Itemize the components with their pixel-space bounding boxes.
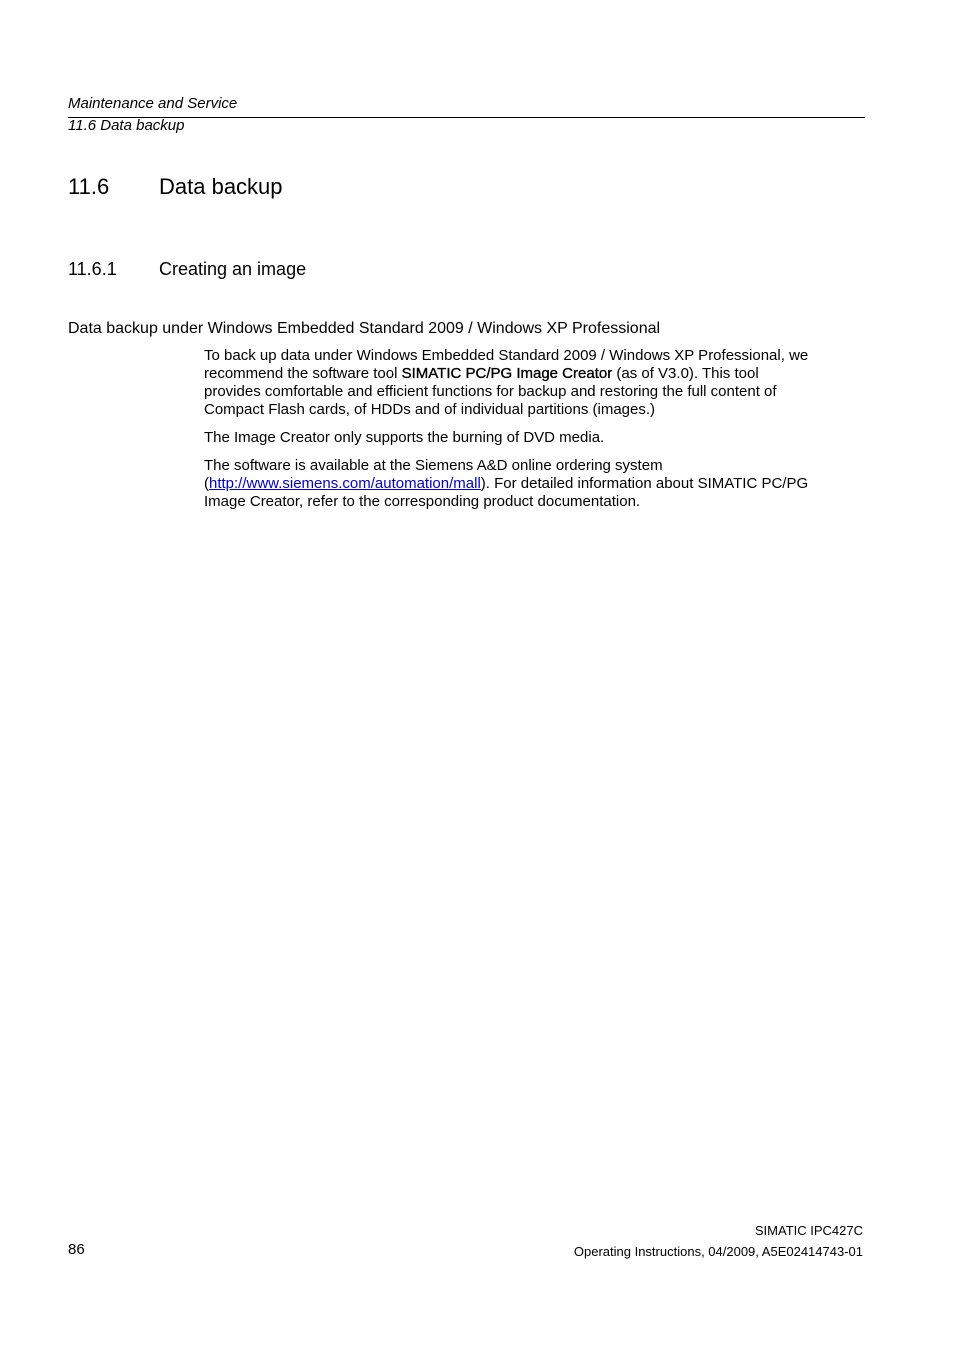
paragraph-line: provides comfortable and efficient functions for backup and restoring the full content of [204, 383, 777, 400]
section-number: 11.6 [68, 174, 110, 199]
paragraph-line [204, 365, 864, 383]
section-title: Data backup [159, 174, 283, 199]
paragraph-dvd-note [204, 429, 864, 447]
text-run: ). For detailed information about SIMATIC PC/PG [480, 475, 809, 492]
subsection-title: Creating an image [159, 259, 307, 279]
paragraph-line: Compact Flash cards, of HDDs and of individual partitions (images.) [204, 401, 656, 418]
software-tool-name: SIMATIC PC/PG Image Creator [401, 365, 613, 382]
paragraph-recommendation [204, 347, 864, 419]
running-header-chapter: Maintenance and Service [68, 95, 238, 112]
footer-product: SIMATIC IPC427C [754, 1223, 863, 1238]
text-run: ( [204, 475, 209, 492]
subheading: Data backup under Windows Embedded Standard 2009 / Windows XP Professional [68, 320, 661, 337]
subsection-number: 11.6.1 [68, 259, 117, 279]
siemens-mall-link[interactable]: http://www.siemens.com/automation/mall [209, 475, 481, 492]
paragraph-line: To back up data under Windows Embedded Standard 2009 / Windows XP Professional, we [204, 347, 809, 364]
running-header-section: 11.6 Data backup [68, 117, 185, 134]
paragraph-availability [204, 457, 864, 511]
paragraph-line: Image Creator, refer to the corresponding product documentation. [204, 493, 641, 510]
paragraph-line [204, 475, 864, 493]
text-run: (as of V3.0). This tool [612, 365, 759, 382]
text-run: recommend the software tool [204, 365, 402, 382]
paragraph-line: The software is available at the Siemens A&D online ordering system [204, 457, 663, 474]
paragraph-line: The Image Creator only supports the burning of DVD media. [204, 429, 605, 446]
footer-document-info: Operating Instructions, 04/2009, A5E02414743-01 [573, 1244, 863, 1259]
page-number: 86 [68, 1241, 85, 1258]
